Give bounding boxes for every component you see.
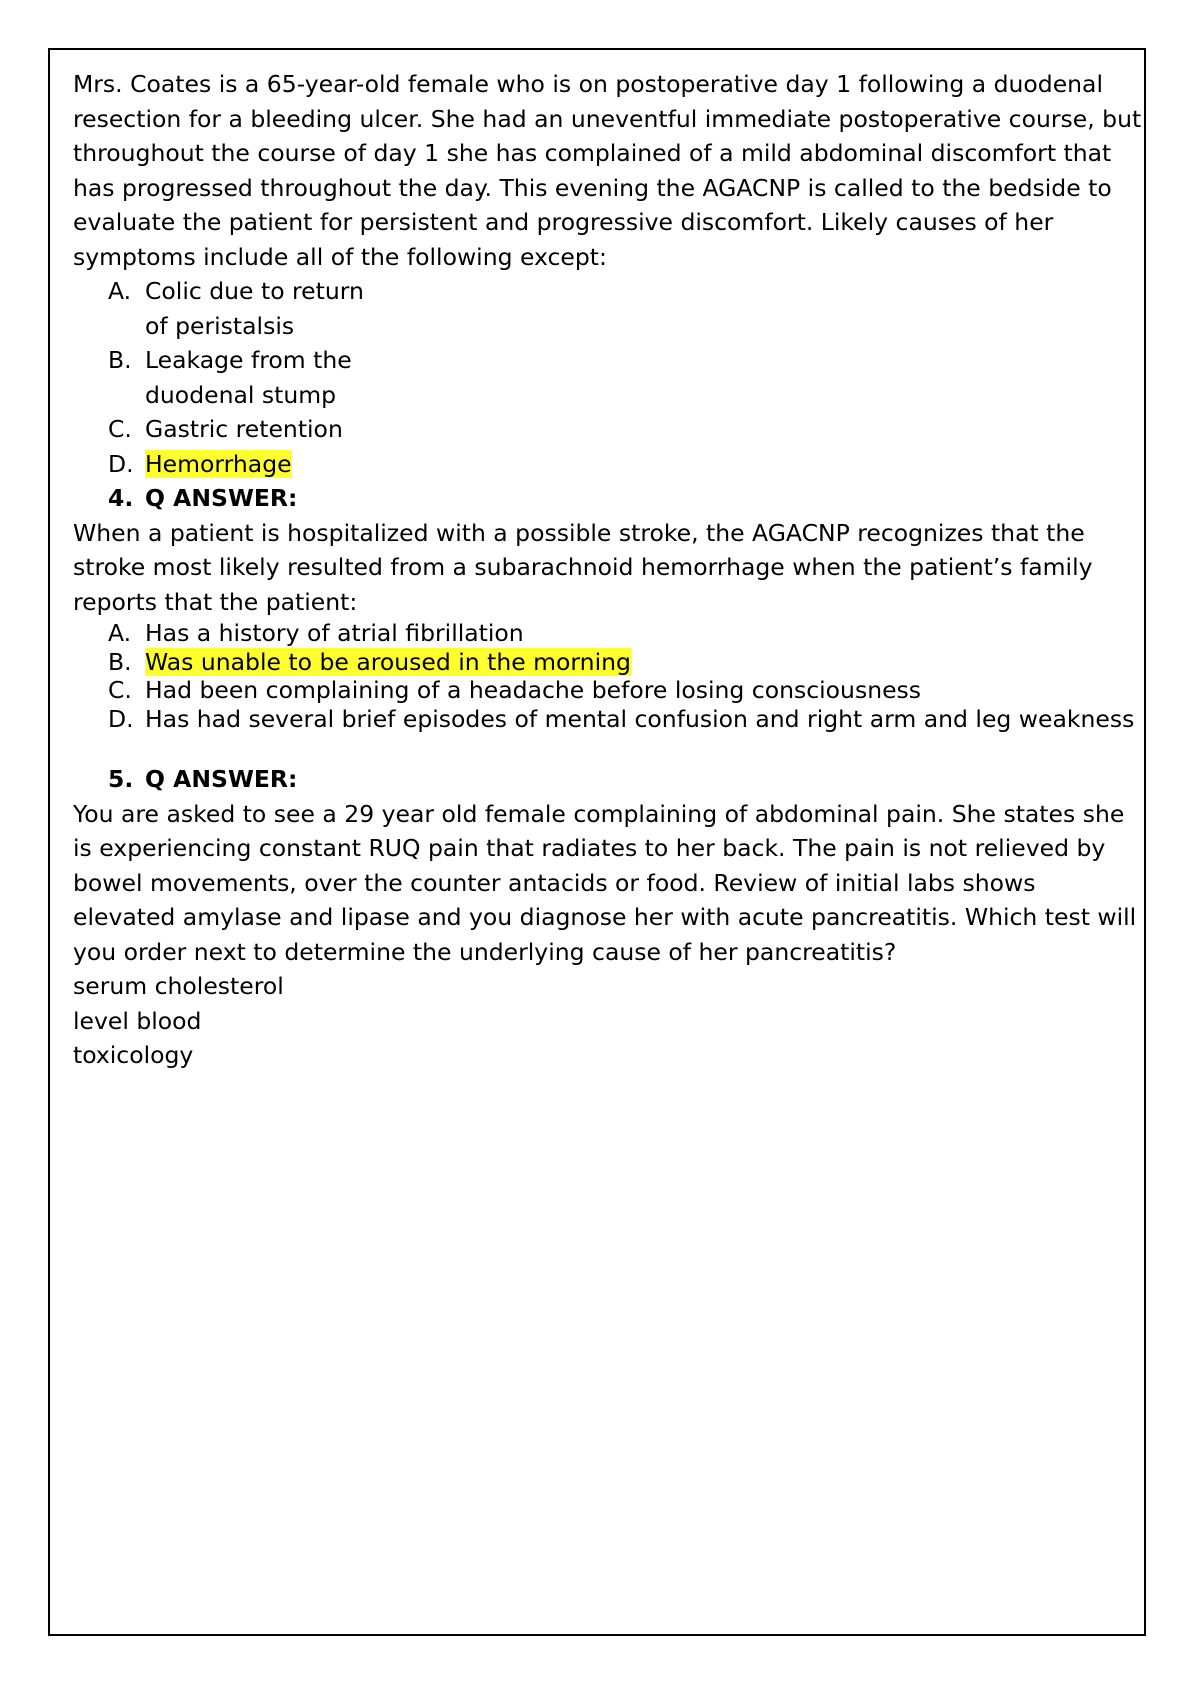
question-5-answer-line-1: serum cholesterol (73, 972, 284, 1000)
option-letter: D. (108, 449, 134, 478)
option-letter: A. (108, 619, 132, 647)
question-3-option-c (73, 412, 1143, 447)
option-text: Gastric retention (145, 415, 343, 443)
option-letter: D. (108, 704, 134, 733)
option-text: Has had several brief episodes of mental confusion and right arm and leg weakness (145, 704, 1135, 733)
option-text: Has a history of atrial fibrillation (145, 619, 524, 647)
option-letter: B. (108, 346, 132, 374)
option-letter: C. (108, 676, 132, 704)
question-number: 5. (108, 765, 134, 793)
spacer (73, 733, 1143, 762)
question-4-option-c (73, 676, 1143, 705)
option-letter: C. (108, 415, 132, 443)
question-4-options (73, 619, 1143, 733)
question-5-answer-line-2: level blood (73, 1006, 202, 1035)
highlighted-answer: Hemorrhage (145, 449, 292, 478)
question-heading-label: Q ANSWER: (145, 765, 298, 793)
document-content (73, 67, 1143, 1073)
option-text: Had been complaining of a headache before losing consciousness (145, 676, 922, 704)
option-letter: A. (108, 277, 132, 305)
option-text: Leakage from the duodenal stump (145, 346, 352, 409)
question-number: 4. (108, 484, 134, 512)
question-4-option-b (73, 648, 1143, 677)
question-4-heading (73, 481, 1143, 516)
question-3-option-a (73, 274, 1143, 343)
option-letter: B. (108, 647, 132, 676)
question-4-option-d (73, 705, 1143, 734)
question-5-answer-line-3: toxicology (73, 1041, 194, 1069)
question-3-stem: Mrs. Coates is a 65-year-old female who is on postoperative day 1 following a duodenal resection for a bleeding ulcer. She had an uneventful immediate postoperative course, but throughout the course of day 1 she has complained of a mild abdominal discomfort that has progressed throughout the day. This evening the AGACNP is called to the bedside to evaluate the patient for persistent and progressive discomfort. Likely causes of her symptoms include all of the following except: (73, 70, 1142, 271)
question-5-stem: You are asked to see a 29 year old female complaining of abdominal pain. She states she is experiencing constant RUQ pain that radiates to her back. The pain is not relieved by bowel movements, over the counter antacids or food. Review of initial labs shows elevated amylase and lipase and you diagnose her with acute pancreatitis. Which test will you order next to determine the underlying cause of her pancreatitis? (73, 799, 1137, 966)
question-4-stem: When a patient is hospitalized with a possible stroke, the AGACNP recognizes that the stroke most likely resulted from a subarachnoid hemorrhage when the patient’s family reports that the patient: (73, 518, 1093, 616)
highlighted-answer: Was unable to be aroused in the morning (145, 647, 631, 676)
question-5-heading (73, 762, 1143, 797)
question-3-option-b (73, 343, 1143, 412)
question-3-options (73, 274, 1143, 481)
option-text: Colic due to return of peristalsis (145, 277, 364, 340)
question-3-option-d (73, 447, 1143, 482)
question-4-option-a (73, 619, 1143, 648)
question-heading-label: Q ANSWER: (145, 484, 298, 512)
